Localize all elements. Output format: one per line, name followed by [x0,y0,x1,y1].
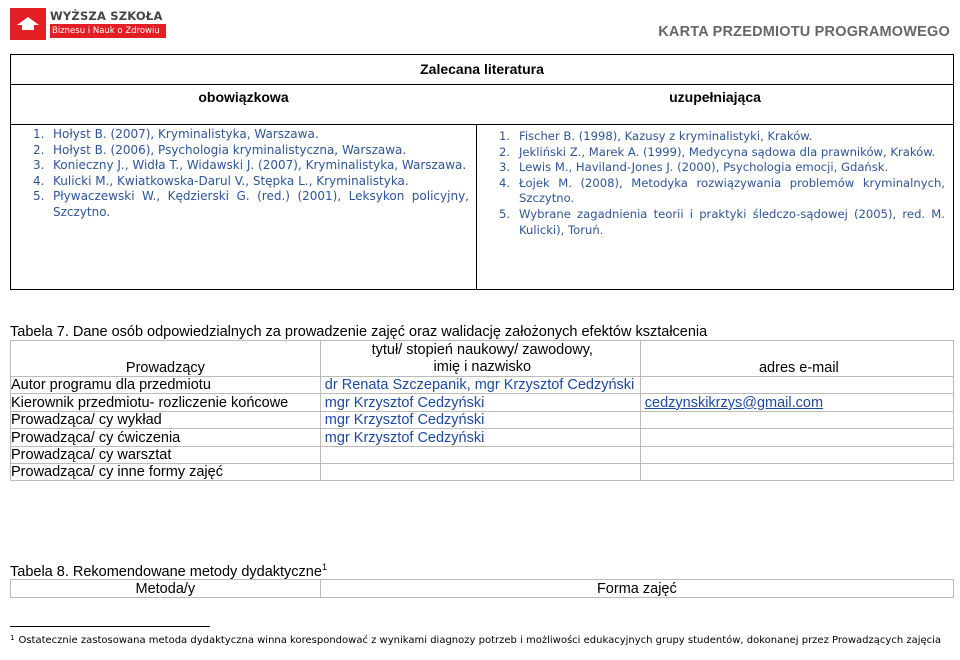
document-title: KARTA PRZEDMIOTU PROGRAMOWEGO [658,24,950,40]
list-item: 1. Fischer B. (1998), Kazusy z kryminalistyki, Kraków. [499,129,813,143]
footnote: $^1$ Ostatecznie zastosowana metoda dydaktyczna winna korespondować z wynikami diagnozy potrzeb i możliwości edukacyjnych grupy studentów, dokonanej przez Prowadzących zajęcia [10,634,942,646]
footnote-reference: 1 [321,562,327,572]
list-item: 5. Wybrane zagadnienia teorii i praktyki śledczo-sądowej (2005), red. M. Kulicki), Toruń. [499,206,945,237]
table-row: Prowadząca/ cy warsztat [11,446,954,463]
supplementary-literature-column [477,89,953,289]
table-row: Kierownik przedmiotu- rozliczenie końcowe mgr Krzysztof Cedzyński cedzynskikrzys@gmail.com [11,394,954,411]
supplementary-literature-list [499,129,945,238]
list-item: 4. Kulicki M., Kwiatkowska-Darul V., Stępka L., Kryminalistyka. [33,173,409,188]
header-instructor: Prowadzący [11,341,321,377]
required-literature-title: obowiązkowa [198,89,289,105]
graduation-cap-icon [10,8,46,40]
table-row: Autor programu dla przedmiotu dr Renata Szczepanik, mgr Krzysztof Cedzyński [11,377,954,394]
table-row: Prowadząca/ cy inne formy zajęć [11,463,954,480]
required-literature-column [11,89,477,289]
header-email: adres e-mail [640,341,953,377]
header-methods: Metoda/y [11,580,321,598]
header-title-name: tytuł/ stopień naukowy/ zawodowy, imię i nazwisko [320,341,640,377]
school-logo [10,8,166,40]
table-row: Prowadząca/ cy ćwiczenia mgr Krzysztof Cedzyński [11,429,954,446]
page-header [0,0,960,48]
list-item: 2. Hołyst B. (2006), Psychologia kryminalistyczna, Warszawa. [33,142,407,157]
logo-name: WYŻSZA SZKOŁA [50,9,163,23]
table-header-row [11,341,954,377]
list-item: 5. Pływaczewski W., Kędzierski G. (red.) (2001), Leksykon policyjny, Szczytno. [33,189,469,219]
email-link[interactable]: cedzynskikrzys@gmail.com [640,394,953,411]
table-row: Prowadząca/ cy wykład mgr Krzysztof Cedzyński [11,411,954,428]
table-header-row [11,580,954,598]
required-literature-list [33,127,469,220]
literature-heading: Zalecana literatura [11,55,953,85]
footnote-divider [10,626,210,627]
list-item: 4. Łojek M. (2008), Metodyka rozwiązywania problemów kryminalnych, Szczytno. [499,175,945,206]
literature-table [10,54,954,290]
list-item: 2. Jekliński Z., Marek A. (1999), Medycyna sądowa dla prawników, Kraków. [499,144,936,159]
table8-caption: Tabela 8. Rekomendowane metody dydaktyczne$^1$ [10,562,327,580]
instructors-table [10,340,954,481]
table7-caption: Tabela 7. Dane osób odpowiedzialnych za prowadzenie zajęć oraz walidację założonych efektów kształcenia [10,324,708,340]
supplementary-literature-title: uzupełniająca [669,89,761,105]
list-item: 3. Konieczny J., Widła T., Widawski J. (2007), Kryminalistyka, Warszawa. [33,158,467,172]
list-item: 1. Hołyst B. (2007), Kryminalistyka, Warszawa. [33,127,319,141]
logo-subtitle: Biznesu i Nauk o Zdrowiu [50,24,166,38]
teaching-methods-table [10,579,954,598]
header-class-form: Forma zajęć [320,580,953,598]
list-item: 3. Lewis M., Haviland-Jones J. (2000), Psychologia emocji, Gdańsk. [499,160,889,175]
